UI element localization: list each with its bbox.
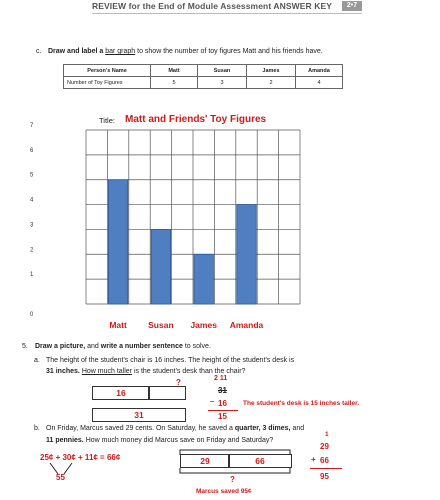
add-line xyxy=(310,468,342,469)
partial-sum: 55 xyxy=(56,473,65,482)
add-plus-sign: + xyxy=(311,455,316,464)
tape-desk-31: 31 xyxy=(92,408,186,422)
total-question-mark: ? xyxy=(230,475,235,484)
part-c-prompt-link: bar graph xyxy=(105,48,136,55)
sub-bottom-number: 16 xyxy=(218,399,227,408)
y-tick-label: 0 xyxy=(30,312,34,318)
q5b-line2-part: 11 pennies. xyxy=(46,437,84,444)
table-cell: 5 xyxy=(151,77,198,89)
q5b-line2 xyxy=(46,437,273,444)
q5-prompt-part: write a number sentence xyxy=(100,343,183,350)
table-header-row xyxy=(64,65,343,77)
category-label: James xyxy=(190,320,217,330)
add-bottom-number: 66 xyxy=(320,456,329,465)
q5b-line1-part: and xyxy=(292,425,305,432)
table-header-cell: Matt xyxy=(151,65,198,77)
sub-result: 15 xyxy=(218,412,227,421)
y-tick-label: 3 xyxy=(30,222,34,229)
q5a-line1: The height of the student's chair is 16 inches. The height of the student's desk is xyxy=(46,357,295,364)
table-header-cell: Susan xyxy=(198,65,247,77)
y-tick-label: 4 xyxy=(30,197,34,204)
bar-graph xyxy=(20,118,320,338)
tape-difference-part xyxy=(148,386,186,400)
table-header-cell: Person's Name xyxy=(64,65,151,77)
bottom-brace xyxy=(178,467,298,481)
q5b-line1-part: On Friday, Marcus saved 29 cents. On Saturday, he saved a xyxy=(46,425,233,432)
q5a-line2-part: How much taller xyxy=(81,368,132,375)
tape-chair-16: 16 xyxy=(92,386,150,400)
chart-title: Matt and Friends' Toy Figures xyxy=(125,114,267,125)
table-cell: 4 xyxy=(296,77,343,89)
lesson-badge: 2•7 xyxy=(342,1,362,11)
q5a-line2-part: 31 inches. xyxy=(46,368,80,375)
page-header-title: REVIEW for the End of Module Assessment ANSWER KEY xyxy=(92,1,333,11)
part-c-prompt xyxy=(48,48,323,55)
y-tick-label: 6 xyxy=(30,147,34,154)
bar-amanda xyxy=(237,205,256,304)
q5b-line1 xyxy=(46,425,304,432)
table-row xyxy=(64,77,343,89)
q5-prompt-part: and xyxy=(87,343,99,350)
q5b-line1-part: quarter, 3 dimes, xyxy=(234,425,291,432)
table-header-cell: Amanda xyxy=(296,65,343,77)
y-tick-label: 5 xyxy=(30,172,34,179)
q5a-answer: The student's desk is 15 inches taller. xyxy=(243,400,360,407)
table-cell: 2 xyxy=(247,77,296,89)
bar-matt xyxy=(108,180,127,304)
table-cell: 3 xyxy=(198,77,247,89)
q5b-equation: 25¢ + 30¢ + 11¢ = 66¢ xyxy=(40,453,121,462)
q5-number: 5. xyxy=(22,343,28,350)
y-tick-label: 2 xyxy=(30,247,34,254)
tape-saturday-66: 66 xyxy=(228,454,292,468)
y-tick-label: 7 xyxy=(30,123,34,129)
tape-question-mark: ? xyxy=(176,378,181,387)
category-label: Amanda xyxy=(229,320,264,330)
category-label: Matt xyxy=(109,320,127,330)
q5a-letter: a. xyxy=(34,357,40,364)
q5b-line2-part: How much money did Marcus save on Friday and Saturday? xyxy=(85,437,274,444)
part-c-letter: c. xyxy=(36,48,42,55)
chart-title-label: Title: xyxy=(99,116,115,125)
q5-prompt xyxy=(35,343,211,350)
add-sum: 95 xyxy=(320,472,329,481)
borrow-marks: 2 11 xyxy=(214,375,228,382)
q5-prompt-part: to solve. xyxy=(184,343,211,350)
q5-prompt-part: Draw a picture, xyxy=(35,343,86,350)
add-top-number: 29 xyxy=(320,442,329,451)
y-tick-label: 1 xyxy=(30,272,34,279)
q5a-line2 xyxy=(46,368,245,375)
table-header-cell: James xyxy=(247,65,296,77)
toy-figures-table xyxy=(63,64,343,89)
bar-james xyxy=(194,254,213,304)
part-c-prompt-start: Draw and label a xyxy=(48,48,104,55)
bar-susan xyxy=(151,229,170,304)
sub-line xyxy=(208,410,238,411)
category-label: Susan xyxy=(148,320,174,330)
q5a-line2-part: is the student's desk than the chair? xyxy=(133,368,246,375)
q5b-letter: b. xyxy=(34,425,40,432)
carry-digit: 1 xyxy=(325,431,329,438)
part-c-prompt-end: to show the number of toy figures Matt and his friends have. xyxy=(137,48,323,55)
q5b-answer: Marcus saved 95¢ xyxy=(196,488,252,495)
table-row-label: Number of Toy Figures xyxy=(64,77,151,89)
sub-minus-sign: – xyxy=(210,397,215,406)
header-divider xyxy=(92,13,362,14)
tape-friday-29: 29 xyxy=(180,454,230,468)
sub-top-number: 31 xyxy=(218,386,227,395)
